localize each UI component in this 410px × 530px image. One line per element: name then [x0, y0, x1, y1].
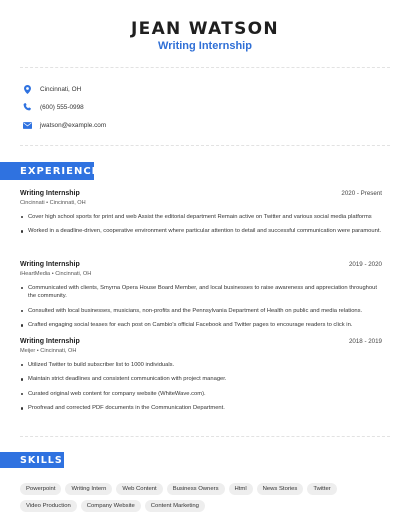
experience-section-heading: EXPERIENCE: [0, 162, 94, 180]
skill-tag: Twitter: [307, 483, 336, 495]
contact-email-text[interactable]: jwatson@example.com: [40, 121, 107, 129]
contact-phone-text: (600) 555-0998: [40, 103, 84, 111]
skill-tag: Writing Intern: [65, 483, 112, 495]
experience-title: Writing Internship: [20, 190, 80, 197]
experience-bullet: Cover high school sports for print and web Assist the editorial department Remain active on Twitter and various social media platforms: [20, 213, 382, 221]
divider: [20, 436, 390, 437]
experience-entry: [20, 261, 382, 336]
divider: [20, 145, 390, 146]
experience-bullet: Consulted with local businesses, musicians, non-profits and the Pennsylvania Department of Health on public and media relations.: [20, 307, 382, 315]
experience-bullet: Utilized Twitter to build subscriber list to 1000 individuals.: [20, 361, 382, 369]
experience-dates: 2018 - 2019: [348, 338, 382, 345]
experience-bullet: Proofread and corrected PDF documents in the Communication Department.: [20, 404, 382, 412]
experience-dates: 2019 - 2020: [348, 261, 382, 268]
experience-employer: Meijer • Cincinnati, OH: [20, 348, 77, 354]
location-pin-icon: [22, 84, 32, 94]
experience-employer: Cincinnati • Cincinnati, OH: [20, 200, 86, 206]
skill-tag: Powerpoint: [20, 483, 61, 495]
skill-tag: Business Owners: [167, 483, 225, 495]
candidate-name: JEAN WATSON: [131, 19, 279, 39]
experience-bullet: Communicated with clients, Smyrna Opera House Board Member, and local businesses to raise awareness and appreciation throughout the community.: [20, 284, 382, 301]
skill-tag: Company Website: [81, 500, 141, 512]
experience-bullet: Maintain strict deadlines and consistent communication with project manager.: [20, 375, 382, 383]
phone-icon: [22, 102, 32, 112]
envelope-icon: [22, 120, 32, 130]
experience-employer: iHeartMedia • Cincinnati, OH: [20, 271, 92, 277]
contact-email[interactable]: [22, 120, 106, 130]
contact-phone: [22, 102, 84, 112]
skill-tag: Video Production: [20, 500, 77, 512]
skill-tag: Content Marketing: [145, 500, 205, 512]
experience-dates: 2020 - Present: [341, 190, 382, 197]
experience-bullet: Curated original web content for company website (WhiteWave.com).: [20, 390, 382, 398]
skill-tag: Html: [229, 483, 253, 495]
experience-entry: [20, 338, 382, 419]
job-title-heading: Writing Internship: [158, 40, 252, 52]
contact-location: [22, 84, 81, 94]
experience-title: Writing Internship: [20, 261, 80, 268]
skills-section-heading: SKILLS: [0, 452, 64, 468]
skills-list: [20, 483, 390, 512]
experience-bullet: Crafted engaging social teases for each post on Cambio's official Facebook and Twitter pages to encourage readers to click in.: [20, 321, 382, 329]
experience-title: Writing Internship: [20, 338, 80, 345]
contact-location-text: Cincinnati, OH: [40, 85, 82, 93]
experience-bullet: Worked in a deadline-driven, cooperative environment where particular attention to detail and successful communication were paramount.: [20, 227, 382, 235]
experience-entry: [20, 190, 382, 242]
skill-tag: News Stories: [257, 483, 304, 495]
skill-tag: Web Content: [116, 483, 162, 495]
divider: [20, 67, 390, 68]
